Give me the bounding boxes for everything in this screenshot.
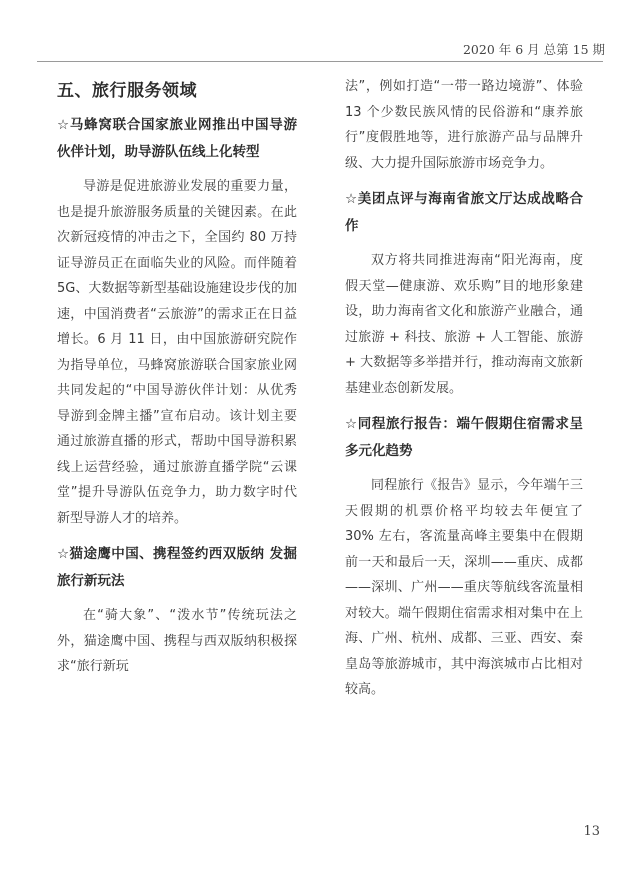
news-item-body: 同程旅行《报告》显示，今年端午三天假期的机票价格平均较去年便宜了 30% 左右，客流量高峰主要集中在假期前一天和最后一天，深圳——重庆、成都——深圳、广州——重庆等航线客流量相对较大。端午假期住宿需求相对集中在上海、广州、杭州、成都、三亚、西安、秦皇岛等旅游城市，其中海滨城市占比相对较高。 (345, 478, 583, 697)
news-item-body: 双方将共同推进海南“阳光海南，度假天堂—健康游、欢乐购”目的地形象建设，助力海南省文化和旅游产业融合，通过旅游 + 科技、旅游 + 人工智能、旅游 + 大数据等多举措并行，推动海南文旅新基建业态创新发展。 (345, 253, 583, 396)
issue-info: 2020 年 6 月 总第 15 期 (462, 42, 605, 57)
header-divider (37, 61, 603, 62)
right-column (345, 74, 583, 713)
news-item-body: 在“骑大象”、“泼水节”传统玩法之外，猫途鹰中国、携程与西双版纳积极探求“旅行新玩 (57, 608, 297, 674)
news-item-heading: ☆同程旅行报告：端午假期住宿需求呈多元化趋势 (345, 416, 583, 459)
news-item-heading: ☆马蜂窝联合国家旅业网推出中国导游伙伴计划，助导游队伍线上化转型 (57, 117, 297, 160)
news-item-heading: ☆美团点评与海南省旅文厅达成战略合作 (345, 191, 583, 234)
news-item-body: 导游是促进旅游业发展的重要力量，也是提升旅游服务质量的关键因素。在此次新冠疫情的冲击之下，全国约 80 万持证导游员正在面临失业的风险。而伴随着 5G、大数据等新型基础设施建设步伐的加速，中国消费者“云旅游”的需求正在日益增长。6 月 11 日，由中国旅游研究院作为指导单位，马蜂窝旅游联合国家旅业网共同发起的“中国导游伙伴计划：从优秀导游到金牌主播”宣布启动。该计划主要通过旅游直播的形式，帮助中国导游积累线上运营经验，通过旅游直播学院“云课堂”提升导游队伍竞争力，助力数字时代新型导游人才的培养。 (57, 179, 297, 526)
news-item-body-continued: 法”，例如打造“一带一路边境游”、体验 13 个少数民族风情的民俗游和“康养旅行”度假胜地等，进行旅游产品与品牌升级、大力提升国际旅游市场竞争力。 (345, 79, 583, 171)
section-title: 五、旅行服务领域 (57, 81, 197, 101)
left-column (57, 74, 297, 690)
news-item-heading: ☆猫途鹰中国、携程签约西双版纳 发掘旅行新玩法 (57, 546, 297, 589)
page-number: 13 (583, 824, 600, 839)
